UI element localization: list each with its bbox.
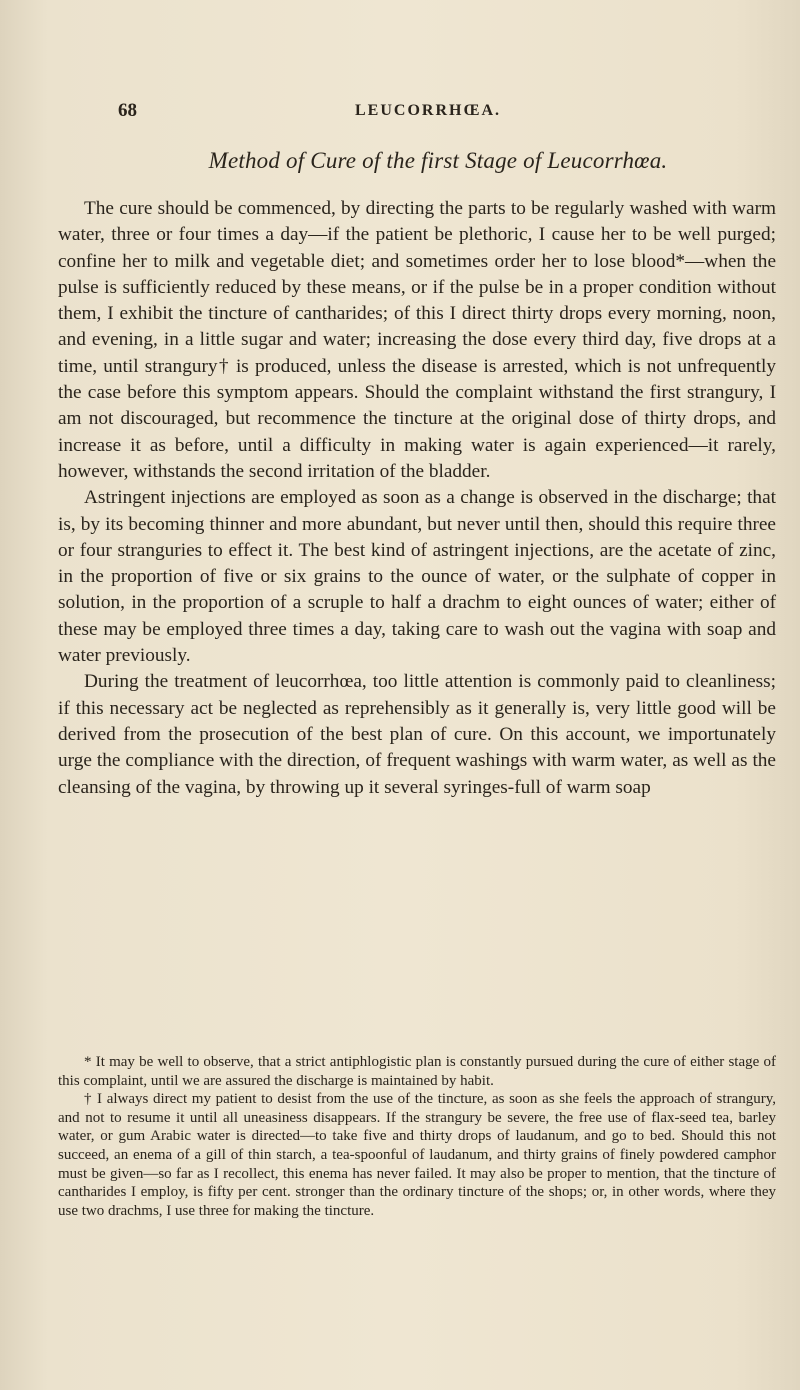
paragraph: Astringent injections are employed as soon as a change is observed in the discharge; that is, by its becoming thinner and more abundant, but never until then, should this require three or four stranguries to effect it. The best kind of astringent injections, are the acetate of zinc, in the proportion of five or six grains to the ounce of water, or the sulphate of copper in solution, in the proportion of a scruple to half a drachm to eight ounces of water; either of these may be employed three times a day, taking care to wash out the vagina with soap and water previously. xyxy=(58,487,776,667)
footnote: † I always direct my patient to desist from the use of the tincture, as soon as she feels the approach of strangury, and not to resume it until all uneasiness disappears. If the strangury be severe, the free use of flax-seed tea, barley water, or gum Arabic water is directed—to take five and thirty drops of laudanum, and go to bed. Should this not succeed, an enema of a gill of thin starch, a tea-spoonful of laudanum, and thirty grains of finely powdered camphor must be given—so far as I recollect, this enema has never failed. It may also be proper to mention, that the tincture of cantharides I employ, is fifty per cent. stronger than the ordinary tincture of the shops; or, in other words, where they use two drachms, I use three for making the tincture. xyxy=(58,1091,776,1219)
page-header xyxy=(118,100,738,130)
page-number: 68 xyxy=(118,100,137,121)
footnote: * It may be well to observe, that a strict antiphlogistic plan is constantly pursued during the cure of either stage of this complaint, until we are assured the discharge is maintained by habit. xyxy=(58,1054,776,1089)
body-text xyxy=(58,196,776,801)
running-head: LEUCORRHŒA. xyxy=(354,102,501,119)
paragraph: The cure should be commenced, by directing the parts to be regularly washed with warm water, three or four times a day—if the patient be plethoric, I cause her to be well purged; confine her to milk and vegetable diet; and sometimes order her to lose blood*—when the pulse is sufficiently reduced by these means, or if the pulse be in a proper condition without them, I exhibit the tincture of cantharides; of this I direct thirty drops every morning, noon, and evening, in a little sugar and water; increasing the dose every third day, five drops at a time, until strangury† is produced, unless the disease is arrested, which is not unfrequently the case before this symptom appears. Should the complaint withstand the first strangury, I am not discouraged, but recommence the tincture at the original dose of thirty drops, and increase it as before, until a difficulty in making water is again experienced—it rarely, however, withstands the second irritation of the bladder. xyxy=(58,198,776,482)
paragraph: During the treatment of leucorrhœa, too little attention is commonly paid to cleanliness; if this necessary act be neglected as reprehensibly as it generally is, very little good will be derived from the prosecution of the best plan of cure. On this account, we importunately urge the compliance with the direction, of frequent washings with warm water, as well as the cleansing of the vagina, by throwing up it several syringes-full of warm soap xyxy=(58,671,776,798)
section-title: Method of Cure of the first Stage of Leucorrhœa. xyxy=(208,148,668,173)
footnotes xyxy=(58,1053,776,1220)
